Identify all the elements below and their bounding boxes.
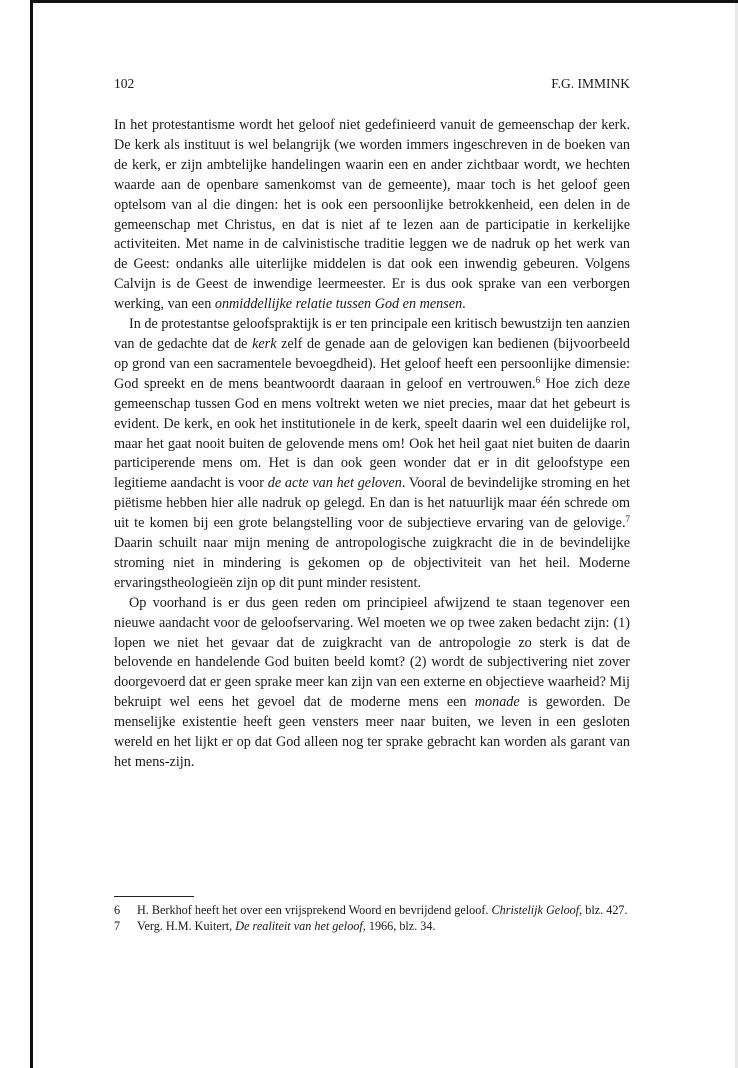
italic-text: onmiddellijke relatie tussen God en mensen	[214, 296, 463, 313]
paragraph	[114, 315, 630, 594]
text-run: H. Berkhof heeft het over een vrijsprekend Woord en bevrijdend geloof.	[137, 903, 492, 917]
text-run: Daarin schuilt naar mijn mening de antropologische zuigkracht die in de bevindelijke stroming niet in mindering is gekomen op de objectiviteit van het heil. Moderne ervaringstheologieën zijn op dit punt minder resistent.	[114, 535, 630, 591]
italic-text: Christelijk Geloof	[491, 903, 580, 917]
footnote-rule	[114, 896, 194, 897]
footnote-number: 7	[114, 919, 121, 933]
page-header	[114, 76, 630, 96]
text-run: In het protestantisme wordt het geloof niet gedefinieerd vanuit de gemeenschap der kerk. De kerk als instituut is wel belangrijk (we worden immers ingeschreven in de boeken van de kerk, er zijn ambtelijke handelingen waarin een en ander zichtbaar wordt, we hechten waarde aan de openbare samenkomst van de gemeente), maar toch is het geloof geen optelsom van al die dingen: het is ook een persoonlijke betrokkenheid, een delen in de gemeenschap met Christus, en dat is niet af te lezen aan de participatie in kerkelijke activiteiten. Met name in de calvinistische traditie leggen we de nadruk op het werk van de Geest: ondanks alle uiterlijke middelen is dat ook een inwendig gebeuren. Volgens Calvijn is de Geest de inwendige leermeester. Er is dus ook sprake van een verborgen werking, van een	[114, 117, 630, 313]
text-run: , blz. 427.	[579, 903, 628, 917]
italic-text: monade	[474, 694, 520, 711]
scan-border-left	[30, 0, 33, 1068]
text-run: In de protestantse geloofspraktijk is er ten principale een kritisch bewustzijn ten aanzien van de gedachte dat de	[114, 316, 630, 352]
footnote-ref: 7	[625, 514, 630, 525]
footnote-text	[137, 919, 436, 933]
footnote-text	[137, 903, 628, 917]
body-text	[114, 116, 630, 773]
italic-text: De realiteit van het geloof	[235, 919, 363, 933]
page-number: 102	[114, 76, 135, 91]
text-run: . Vooral de bevindelijke stroming en het piëtisme hebben hier alle nadruk op gelegd. En dan is het natuurlijk maar één schrede om uit te komen bij een grote belangstelling voor de subjectieve ervaring van de gelovige.	[114, 475, 630, 532]
text-run: , 1966, blz. 34.	[362, 919, 436, 933]
italic-text: de acte van het geloven	[267, 475, 402, 492]
text-run: Verg. H.M. Kuitert,	[137, 919, 236, 933]
text-run: Op voorhand is er dus geen reden om principieel afwijzend te staan tegenover een nieuwe aandacht voor de geloofservaring. Wel moeten we op twee zaken bedacht zijn: (1) lopen we niet het gevaar dat de zuigkracht van de antropologie zo sterk is dat de belovende en handelende God buiten beeld komt? (2) wordt de subjectivering niet zover doorgevoerd dat er geen sprake meer kan zijn van een externe en objectieve waarheid? Mij bekruipt wel eens het gevoel dat de moderne mens een	[114, 594, 630, 711]
scan-border-top	[30, 0, 738, 3]
footnotes	[114, 903, 630, 935]
paragraph	[114, 116, 630, 315]
footnote-number: 6	[114, 903, 121, 917]
footnote-ref: 6	[535, 374, 541, 385]
footnote	[114, 903, 630, 918]
text-run: Hoe zich deze gemeenschap tussen God en mens voltrekt weten we niet precies, maar dat het gebeurt is evident. De kerk, en ook het institutionele in de kerk, speelt daarin wel een duidelijke rol, maar het gaat nooit buiten de gelovende mens om! Ook het heil gaat niet buiten de daarin participerende mens om. Het is dan ook geen wonder dat er in dit geloofstype een legitieme aandacht is voor	[114, 375, 630, 492]
text-run: is geworden. De menselijke existentie heeft geen vensters meer naar buiten, we leven in een gesloten wereld en het lijkt er op dat God alleen nog ter sprake gebracht kan worden als garant van het mens-zijn.	[114, 694, 630, 770]
footnote	[114, 919, 630, 934]
text-run: zelf de genade aan de gelovigen kan bedienen (bijvoorbeeld op grond van een sacramentele bevoegdheid). Het geloof heeft een persoonlijke dimensie: God spreekt en de mens beantwoordt daaraan in geloof en vertrouwen.	[114, 335, 630, 392]
paragraph	[114, 594, 630, 773]
italic-text: kerk	[252, 335, 277, 352]
text-run: .	[462, 296, 466, 313]
running-head: F.G. IMMINK	[551, 76, 630, 91]
